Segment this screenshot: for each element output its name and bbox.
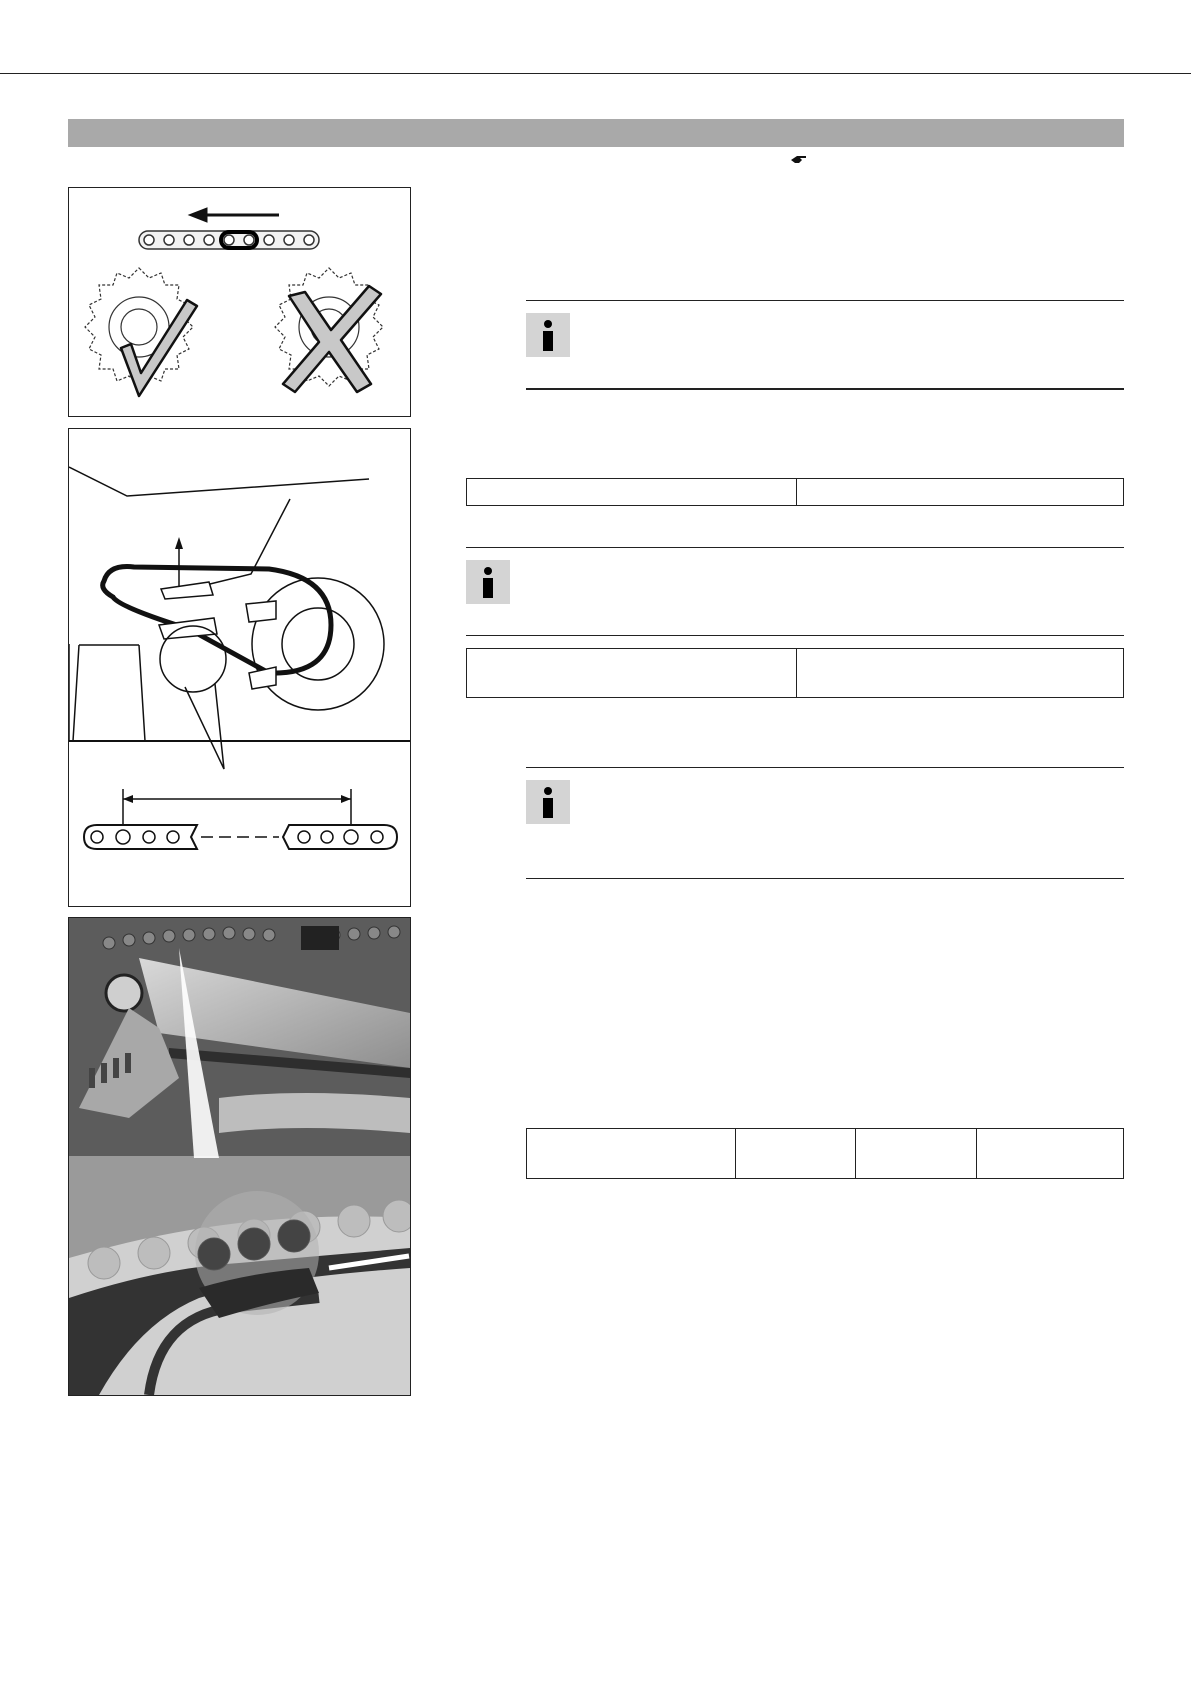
spec-table (526, 1128, 1124, 1179)
table-row (527, 1129, 1124, 1179)
table-cell (856, 1129, 977, 1179)
chain-length-measurement-illustration (68, 428, 411, 907)
spec-table (466, 478, 1124, 506)
table-cell (736, 1129, 856, 1179)
note-rule-top-1 (526, 300, 1124, 301)
chain-strip (139, 231, 319, 249)
header-rule (0, 73, 1191, 74)
direction-arrow (189, 208, 279, 222)
chain-direction-sprocket-check-illustration (68, 187, 411, 417)
table-row (467, 649, 1124, 698)
hand-pointer-icon (790, 154, 808, 166)
chain-guide-wear-photo (68, 917, 411, 1396)
sprocket-bad-icon (275, 268, 383, 392)
note-rule-top-2 (466, 547, 1124, 548)
sprocket-good-icon (85, 268, 197, 396)
table-cell (527, 1129, 736, 1179)
note-rule-bottom-3 (526, 878, 1124, 879)
note-rule-top-3 (526, 767, 1124, 768)
table-row (467, 479, 1124, 506)
note-rule-bottom-2 (466, 635, 1124, 636)
table-cell (797, 649, 1124, 698)
info-icon (526, 780, 570, 824)
info-icon (526, 313, 570, 357)
table-cell (467, 649, 797, 698)
info-note-text (528, 558, 1124, 618)
info-icon (466, 560, 510, 604)
note-rule-bottom-1 (526, 388, 1124, 390)
info-note-text (588, 312, 1124, 372)
table-cell (977, 1129, 1124, 1179)
info-note-text (588, 778, 1124, 858)
section-heading-bar (68, 119, 1124, 147)
table-cell (797, 479, 1124, 506)
spec-table (466, 648, 1124, 698)
table-cell (467, 479, 797, 506)
